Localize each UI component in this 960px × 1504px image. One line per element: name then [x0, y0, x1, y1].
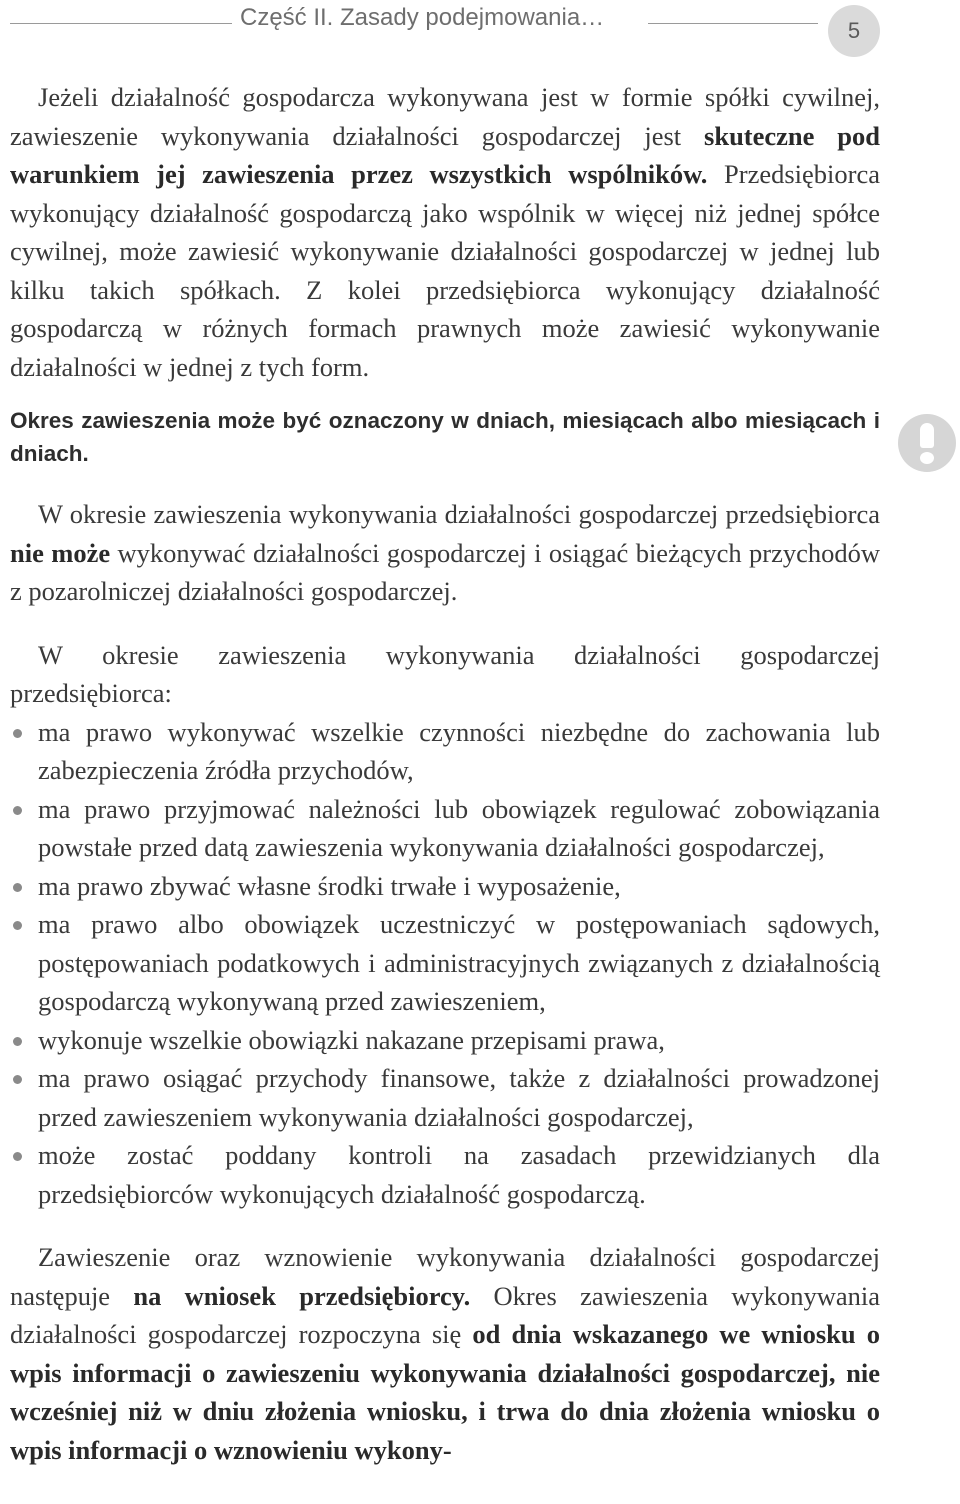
paragraph4-bold-1: na wniosek przedsiębiorcy.	[133, 1280, 471, 1311]
exclamation-bar	[920, 423, 934, 448]
page-body	[10, 78, 880, 1469]
paragraph-spolka-cywilna	[10, 78, 880, 386]
header-rule-left	[10, 23, 232, 24]
running-header-title: Część II. Zasady podejmowania…	[240, 4, 605, 31]
page-number-badge: 5	[828, 5, 880, 57]
paragraph1-text-2: Przedsiębiorca wykonujący działalność gospodarczą jako wspólnik w więcej niż jednej spółce cywilnej, może zawiesić wykonywanie działalności gospodarczej w jednej lub kilku takich spółkach. Z kolei przedsiębiorca wykonujący działalność gospodarczą w różnych formach prawnych może zawiesić wykonywanie działalności w jednej z tych form.	[10, 159, 880, 382]
exclamation-dot	[920, 452, 934, 464]
paragraph1-text-1: Jeżeli działalność gospodarcza wykonywana jest w formie spółki cywilnej, zawieszenie wykonywania działalności gospodarczej jest	[10, 82, 880, 151]
paragraph-nie-moze	[10, 495, 880, 611]
callout-okres-zawieszenia: Okres zawieszenia może być oznaczony w dniach, miesiącach albo miesiącach i dniach.	[10, 408, 880, 466]
list-item: ma prawo zbywać własne środki trwałe i wyposażenie,	[10, 867, 880, 906]
exclamation-icon	[898, 414, 956, 472]
list-item: ma prawo przyjmować należności lub obowiązek regulować zobowiązania powstałe przed datą zawieszenia wykonywania działalności gospodarczej,	[10, 790, 880, 867]
paragraph2-bold-1: nie może	[10, 537, 111, 568]
paragraph4-text-2: Okres zawieszenia wykonywania działalności gospodarczej rozpoczyna się	[10, 1280, 880, 1349]
paragraph2-text-1: W okresie zawieszenia wykonywania działalności gospodarczej przedsiębiorca	[38, 499, 880, 529]
paragraph-wniosek	[10, 1238, 880, 1469]
list-item: wykonuje wszelkie obowiązki nakazane przepisami prawa,	[10, 1021, 880, 1060]
list-item: ma prawo osiągać przychody finansowe, także z działalności prowadzonej przed zawieszeniem wykonywania działalności gospodarczej,	[10, 1059, 880, 1136]
list-item: ma prawo wykonywać wszelkie czynności niezbędne do zachowania lub zabezpieczenia źródła przychodów,	[10, 713, 880, 790]
paragraph-list-intro: W okresie zawieszenia wykonywania działalności gospodarczej przedsiębiorca:	[10, 639, 880, 708]
rights-list	[10, 713, 880, 1214]
list-item: ma prawo albo obowiązek uczestniczyć w postępowaniach sądowych, postępowaniach podatkowych i administracyjnych związanych z działalnością gospodarczą wykonywaną przed zawieszeniem,	[10, 905, 880, 1021]
paragraph2-text-2: wykonywać działalności gospodarczej i osiągać bieżących przychodów z pozarolniczej działalności gospodarczej.	[10, 537, 880, 606]
header-rule-right	[648, 23, 818, 24]
paragraph1-bold-1: skuteczne pod warunkiem jej zawieszenia przez wszystkich wspólników.	[10, 120, 880, 189]
paragraph4-text-1: Zawieszenie oraz wznowienie wykonywania działalności gospodarczej następuje	[10, 1242, 880, 1311]
page-header	[0, 0, 960, 60]
list-item: może zostać poddany kontroli na zasadach przewidzianych dla przedsiębiorców wykonujących działalność gospodarczą.	[10, 1136, 880, 1213]
paragraph4-bold-2: od dnia wskazanego we wniosku o wpis informacji o zawieszeniu wykonywania działalności gospodarczej, nie wcześniej niż w dniu złożenia wniosku, i trwa do dnia złożenia wniosku o wpis informacji o wznowieniu wykony-	[10, 1319, 880, 1465]
